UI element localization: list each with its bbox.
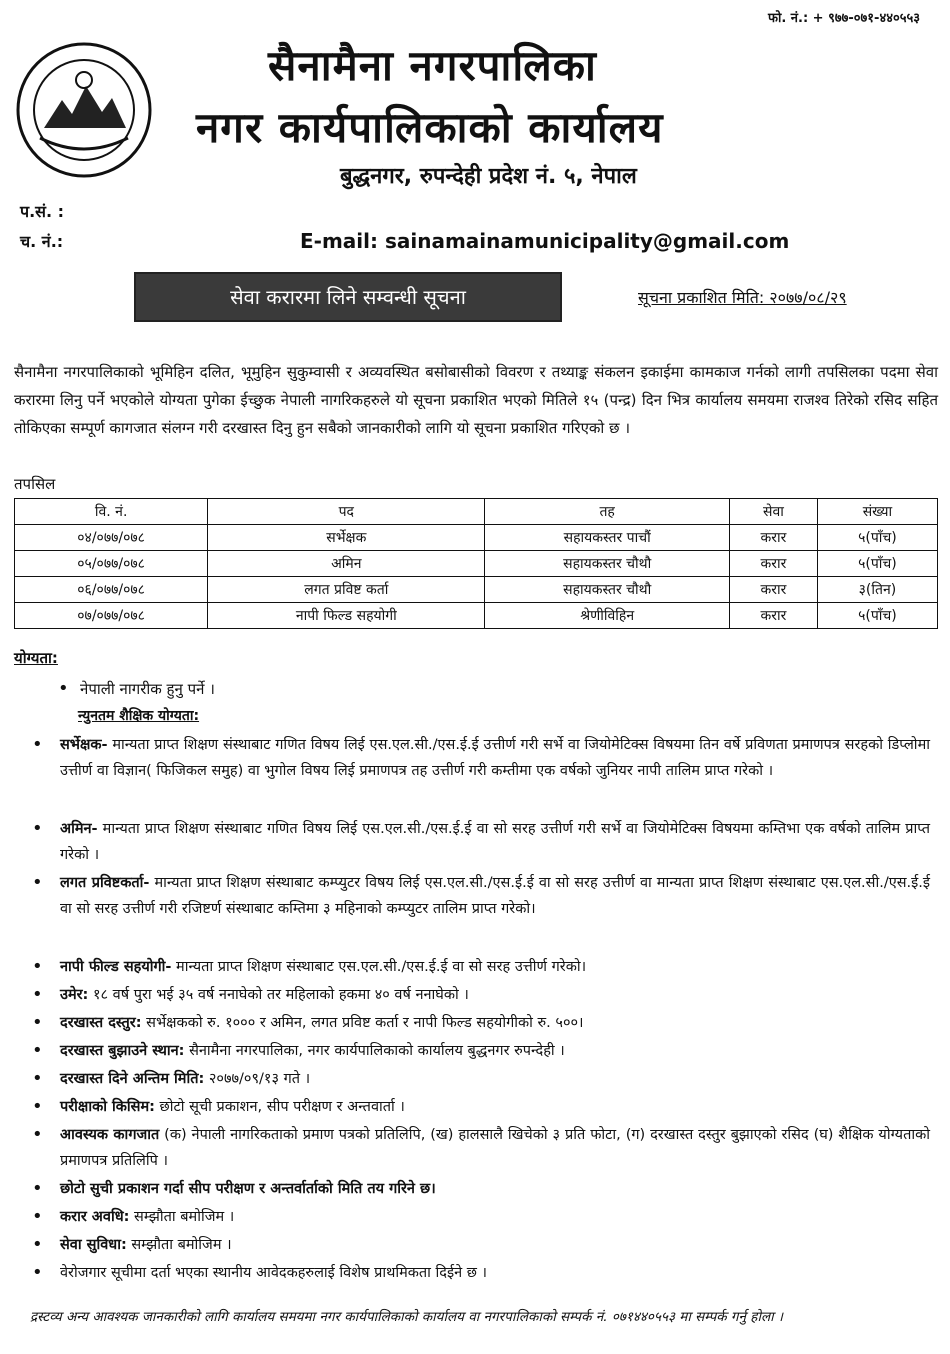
table-cell: ३(तिन) <box>817 577 937 603</box>
table-cell: ५(पाँच) <box>817 603 937 629</box>
reference-number-label: प.सं. : <box>20 202 65 221</box>
min-education-heading: न्युनतम शैक्षिक योग्यता: <box>78 708 200 724</box>
table-cell: सहायकस्तर चौथौ <box>485 551 730 577</box>
table-caption: तपसिल <box>14 475 56 493</box>
email-address: E-mail: sainamainamunicipality@gmail.com <box>300 229 790 253</box>
table-header-cell: सेवा <box>730 499 818 525</box>
table-cell: ०७/०७७/०७८ <box>15 603 208 629</box>
table-cell: ५(पाँच) <box>817 525 937 551</box>
citizen-requirement: • नेपाली नागरीक हुनु पर्ने । <box>80 676 215 702</box>
table-cell: करार <box>730 551 818 577</box>
requirement-item: • दरखास्त बुझाउने स्थान: सैनामैना नगरपालिका, नगर कार्यपालिकाको कार्यालय बुद्धनगर रुपन्देही । <box>60 1038 930 1064</box>
table-header-cell: वि. नं. <box>15 499 208 525</box>
organization-name: सैनामैना नगरपालिका <box>268 41 597 90</box>
dispatch-number-label: च. नं.: <box>20 232 64 251</box>
table-cell: करार <box>730 577 818 603</box>
requirement-item: • सेवा सुविधा: सम्झौता बमोजिम । <box>60 1232 930 1258</box>
office-address: बुद्धनगर, रुपन्देही प्रदेश नं. ५, नेपाल <box>340 164 637 189</box>
table-header-cell: तह <box>485 499 730 525</box>
table-cell: नापी फिल्ड सहयोगी <box>208 603 485 629</box>
requirement-item: • अमिन- मान्यता प्राप्त शिक्षण संस्थाबाट गणित विषय लिई एस.एल.सी./एस.ई.ई वा सो सरह उत्तीर्ण गरी सर्भे वा जियोमेटिक्स विषयमा कम्तिभा एक वर्षको तालिम प्राप्त गरेको । <box>60 816 930 868</box>
table-row <box>15 551 938 577</box>
requirement-item: • परीक्षाको किसिम: छोटो सूची प्रकाशन, सीप परीक्षण र अन्तवार्ता । <box>60 1094 930 1120</box>
requirement-item: • आवस्यक कागजात (क) नेपाली नागरिकताको प्रमाण पत्रको प्रतिलिपि, (ख) हालसालै खिचेको ३ प्रति फोटा, (ग) दरखास्त दस्तुर बुझाएको रसिद (घ) शैक्षिक योग्यताको प्रमाणपत्र प्रतिलिपि । <box>60 1122 930 1174</box>
table-cell: ०६/०७७/०७८ <box>15 577 208 603</box>
table-cell: सर्भेक्षक <box>208 525 485 551</box>
table-row <box>15 577 938 603</box>
requirement-item: • दरखास्त दिने अन्तिम मिति: २०७७/०९/१३ गते । <box>60 1066 930 1092</box>
table-cell: अमिन <box>208 551 485 577</box>
posts-table <box>14 498 938 629</box>
table-header-cell: संख्या <box>817 499 937 525</box>
requirement-item: • नापी फील्ड सहयोगी- मान्यता प्राप्त शिक्षण संस्थाबाट एस.एल.सी./एस.ई.ई वा सो सरह उत्तीर्ण गरेको। <box>60 954 930 980</box>
footer-note: द्रस्टव्य अन्य आवश्यक जानकारीको लागि कार्यालय समयमा नगर कार्यपालिकाको कार्यालय वा नगरपालिकाको सम्पर्क नं. ०७१४४०५५३ मा सम्पर्क गर्नु होला । <box>30 1309 784 1325</box>
requirement-item: • सर्भेक्षक- मान्यता प्राप्त शिक्षण संस्थाबाट गणित विषय लिई एस.एल.सी./एस.ई.ई उत्तीर्ण गरी सर्भे वा जियोमेटिक्स विषयमा तिन वर्षे प्रविणता प्रमाणपत्र सरहको डिप्लोमा उत्तीर्ण वा विज्ञान( फिजिकल समुह) वा भुगोल विषय लिई प्रमाणपत्र तह उत्तीर्ण गरी कम्तीमा एक वर्षको जुनियर नापी तालिम प्राप्त गरेको । <box>60 732 930 784</box>
requirement-item: • करार अवधि: सम्झौता बमोजिम । <box>60 1204 930 1230</box>
qualification-heading: योग्यता: <box>14 649 58 667</box>
requirement-item: • लगत प्रविष्टकर्ता- मान्यता प्राप्त शिक्षण संस्थाबाट कम्प्युटर विषय लिई एस.एल.सी./एस.ई.ई वा सो सरह उत्तीर्ण वा मान्यता प्राप्त शिक्षण संस्थाबाट एस.एल.सी./एस.ई.ई वा सो सरह उत्तीर्ण गरी रजिष्टर्ण संस्थाबाट कम्तिमा ३ महिनाको कम्प्युटर तालिम प्राप्त गरेको। <box>60 870 930 922</box>
table-cell: करार <box>730 603 818 629</box>
table-header-cell: पद <box>208 499 485 525</box>
table-cell: ०४/०७७/०७८ <box>15 525 208 551</box>
table-cell: श्रेणीविहिन <box>485 603 730 629</box>
table-cell: करार <box>730 525 818 551</box>
table-row <box>15 525 938 551</box>
table-cell: ५(पाँच) <box>817 551 937 577</box>
phone-number: फो. नं.: + ९७७-०७१-४४०५५३ <box>767 11 920 26</box>
requirement-item: • दरखास्त दस्तुर: सर्भेक्षकको रु. १००० र अमिन, लगत प्रविष्ट कर्ता र नापी फिल्ड सहयोगीको रु. ५००। <box>60 1010 930 1036</box>
published-date: सूचना प्रकाशित मिति: २०७७/०८/२९ <box>638 288 847 307</box>
requirement-item: • वेरोजगार सूचीमा दर्ता भएका स्थानीय आवेदकहरुलाई विशेष प्राथमिकता दिईने छ । <box>60 1260 930 1286</box>
table-cell: सहायकस्तर पाचौं <box>485 525 730 551</box>
table-cell: लगत प्रविष्ट कर्ता <box>208 577 485 603</box>
municipality-emblem-icon <box>14 40 154 180</box>
office-name: नगर कार्यपालिकाको कार्यालय <box>196 103 664 152</box>
notice-title: सेवा करारमा लिने सम्वन्धी सूचना <box>134 272 562 322</box>
requirement-item: • छोटो सुची प्रकाशन गर्दा सीप परीक्षण र अन्तर्वार्ताको मिति तय गरिने छ। <box>60 1176 930 1202</box>
table-row <box>15 603 938 629</box>
table-header-row <box>15 499 938 525</box>
table-cell: ०५/०७७/०७८ <box>15 551 208 577</box>
intro-paragraph: सैनामैना नगरपालिकाको भूमिहिन दलित, भूमुहिन सुकुम्वासी र अव्यवस्थित बसोबासीको विवरण र तथ्याङ्क संकलन इकाईमा कामकाज गर्नको लागी तपसिलका पदमा सेवा करारमा लिनु पर्ने भएकोले योग्यता पुगेका ईच्छुक नेपाली नागरिकहरुले यो सूचना प्रकाशित भएको मितिले १५ (पन्द्र) दिन भित्र कार्यालय समयमा राजश्व तिरेको रसिद सहित तोकिएका सम्पूर्ण कागजात संलग्न गरी दरखास्त दिनु हुन सबैको जानकारीको लागि यो सूचना प्रकाशित गरिएको छ । <box>14 363 938 437</box>
table-cell: सहायकस्तर चौथौ <box>485 577 730 603</box>
requirement-item: • उमेर: १८ वर्ष पुरा भई ३५ वर्ष ननाघेको तर महिलाको हकमा ४० वर्ष ननाघेको । <box>60 982 930 1008</box>
